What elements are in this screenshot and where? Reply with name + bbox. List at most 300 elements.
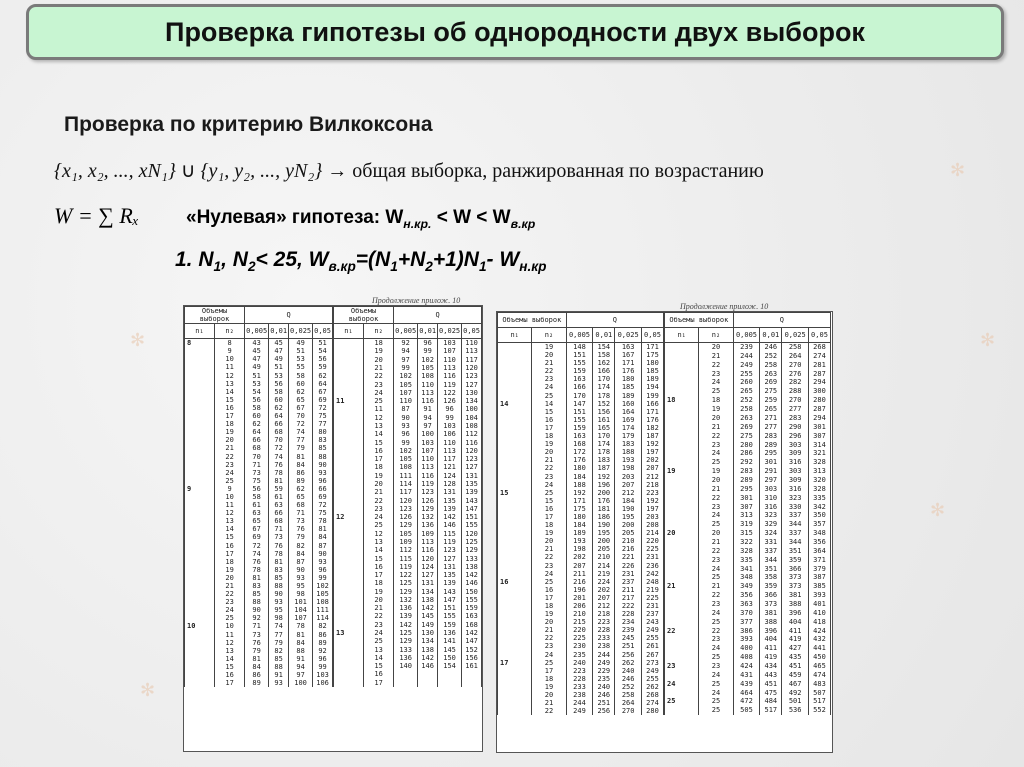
table-row [665,520,831,529]
table-cell: 175 [566,505,593,513]
table-cell: 127 [462,381,482,389]
table-cell: 49 [245,363,269,371]
table-cell: 246 [760,343,782,352]
table-cell: 71 [289,509,313,517]
table-cell: 93 [269,679,289,687]
table-row [334,571,482,579]
table-cell [185,517,215,525]
table-cell: 282 [782,378,809,387]
table-row [498,513,664,521]
table-cell [665,689,699,698]
table-cell: 86 [245,671,269,679]
table-cell [185,566,215,574]
table-cell: 22 [532,707,566,715]
table-row [185,363,333,371]
decorative-star-icon: ✻ [130,330,146,350]
table-cell [334,530,364,538]
table-row [498,367,664,375]
table-cell: 439 [733,680,760,689]
table-cell [498,691,532,699]
table-cell [185,461,215,469]
header-cell: 0,005 [566,328,593,343]
table-cell: 64 [269,412,289,420]
table-cell [498,392,532,400]
table-cell: 113 [418,538,438,546]
table-cell: 15 [532,408,566,416]
table-cell: 114 [313,614,333,622]
table-cell: 20 [699,414,733,423]
table-cell [185,477,215,485]
table-cell [334,662,364,670]
table-cell: 432 [808,635,830,644]
table-row [498,392,664,400]
table-cell: 314 [808,441,830,450]
table-cell [498,448,532,456]
table-cell: 97 [394,356,418,364]
table-cell [498,505,532,513]
table-cell: 244 [593,651,615,659]
table-cell: 139 [438,505,462,513]
table-cell: 344 [782,520,809,529]
wilcoxon-critical-values-table [497,312,664,715]
table-cell: 23 [215,461,245,469]
table-cell: 73 [289,517,313,525]
table-cell: 328 [808,458,830,467]
header-cell: 0,025 [438,324,462,339]
table-cell: 233 [566,683,593,691]
table-cell: 189 [615,392,642,400]
table-cell: 431 [733,671,760,680]
table-cell: 235 [593,675,615,683]
table-cell: 218 [593,610,615,618]
header-cell: n₁ [185,324,215,339]
table-cell: 21 [699,423,733,432]
table-row [185,566,333,574]
header-cell: 0,005 [394,324,418,339]
table-cell: 517 [760,706,782,715]
table-cell [334,546,364,554]
table-cell: 53 [245,380,269,388]
table-cell: 231 [641,553,663,561]
table-cell: 69 [245,533,269,541]
table-cell: 60 [245,412,269,420]
table-cell: 192 [593,473,615,481]
header-cell: n₂ [532,328,566,343]
table-row [498,578,664,586]
table-row [334,347,482,355]
table-cell: 163 [615,343,642,352]
table-cell: 79 [289,533,313,541]
table-cell [334,563,364,571]
table-cell: 259 [760,396,782,405]
table-cell: 61 [269,493,289,501]
table-cell: 79 [269,639,289,647]
table-cell [665,600,699,609]
table-row [498,570,664,578]
table-cell: 22 [364,612,394,620]
table-row [185,347,333,355]
table-row [334,414,482,422]
table-cell [394,670,418,678]
table-cell: 125 [394,579,418,587]
table-row [185,533,333,541]
table-cell: 125 [394,629,418,637]
table-cell [334,555,364,563]
table-cell: 236 [641,562,663,570]
table-cell: 71 [245,461,269,469]
table-cell [498,481,532,489]
table-cell: 20 [532,537,566,545]
table-cell: 19 [364,347,394,355]
table-cell: 180 [566,513,593,521]
table-cell: 43 [245,339,269,348]
table-row [665,423,831,432]
table-cell [185,453,215,461]
table-cell: 24 [699,511,733,520]
table-cell: 67 [289,404,313,412]
table-row [185,388,333,396]
table-cell: 265 [760,405,782,414]
table-row [665,370,831,379]
table-cell: 151 [566,351,593,359]
table-row [185,679,333,687]
table-cell: 224 [593,578,615,586]
wilcoxon-critical-values-table [333,306,482,687]
table-row [334,662,482,670]
table-cell: 262 [615,659,642,667]
table-row [665,627,831,636]
table-cell: 83 [313,436,333,444]
table-cell: 291 [760,467,782,476]
table-cell: 127 [438,555,462,563]
table-row [665,635,831,644]
table-cell: 15 [215,663,245,671]
table-cell: 393 [733,635,760,644]
table-cell: 129 [394,637,418,645]
table-row [665,494,831,503]
table-cell: 134 [418,588,438,596]
table-cell [498,408,532,416]
table-cell: 21 [364,364,394,372]
table-cell: 351 [760,565,782,574]
table-cell: 385 [808,582,830,591]
table-cell: 21 [215,444,245,452]
table-cell [185,647,215,655]
table-cell: 300 [808,387,830,396]
table-cell [498,383,532,391]
table-cell: 105 [394,530,418,538]
table-cell: 19 [532,440,566,448]
table-cell: 150 [462,588,482,596]
table-cell: 166 [566,383,593,391]
table-cell: 150 [438,654,462,662]
table-cell: 309 [782,476,809,485]
table-row [185,420,333,428]
table-cell [498,610,532,618]
table-cell: 129 [394,588,418,596]
table-cell: 210 [566,610,593,618]
table-cell: 24 [215,606,245,614]
table-cell: 164 [615,408,642,416]
table-cell [665,370,699,379]
table-cell: 13 [364,646,394,654]
table-cell: 465 [808,662,830,671]
table-row [334,670,482,678]
table-row [185,631,333,639]
table-cell [185,533,215,541]
table-cell: 307 [733,503,760,512]
table-row [334,447,482,455]
table-cell: 16 [364,670,394,678]
table-cell: 373 [782,573,809,582]
table-cell: 140 [394,662,418,670]
table-cell: 12 [215,639,245,647]
table-cell: 120 [462,447,482,455]
table-row [498,691,664,699]
table-cell: 24 [364,389,394,397]
table-row [498,659,664,667]
table-cell: 72 [313,501,333,509]
table-row [665,503,831,512]
table-row [665,467,831,476]
table-cell [185,412,215,420]
table-cell: 147 [438,596,462,604]
table-cell: 123 [462,372,482,380]
table-cell: 25 [364,637,394,645]
table-cell: 64 [313,380,333,388]
table-cell: 21 [532,699,566,707]
table-cell [185,614,215,622]
table-row [498,618,664,626]
table-cell: 24 [215,469,245,477]
table-cell [334,447,364,455]
table-cell: 225 [641,545,663,553]
table-cell: 238 [593,642,615,650]
table-row [498,351,664,359]
table-row [498,634,664,642]
table-row [498,473,664,481]
table-cell: 484 [760,697,782,706]
table-row [334,646,482,654]
table-cell: 187 [593,464,615,472]
table-cell: 13 [215,647,245,655]
table-cell [334,670,364,678]
table-cell: 283 [782,414,809,423]
table-row [185,485,333,493]
table-cell: 552 [808,706,830,715]
table-cell: 125 [462,538,482,546]
table-cell: 62 [269,404,289,412]
table-cell: 239 [733,343,760,352]
table-cell: 51 [245,372,269,380]
table-cell: 149 [418,621,438,629]
table-cell: 154 [593,343,615,352]
table-cell: 249 [641,626,663,634]
table-cell: 268 [641,691,663,699]
table-cell: 11 [215,363,245,371]
table-cell: 280 [808,396,830,405]
table-row [334,455,482,463]
table-cell: 23 [532,473,566,481]
table-cell: 51 [289,347,313,355]
table-row [185,598,333,606]
table-cell: 160 [615,400,642,408]
table-cell: 155 [438,612,462,620]
table-cell: 58 [245,404,269,412]
table-cell: 68 [289,501,313,509]
table-row [498,432,664,440]
table-cell: 221 [615,553,642,561]
table-cell [185,404,215,412]
table-cell: 24 [532,570,566,578]
table-cell: 225 [641,594,663,602]
table-cell [185,550,215,558]
table-cell: 174 [615,424,642,432]
table-cell: 61 [245,501,269,509]
table-cell: 25 [699,680,733,689]
table-cell: 45 [245,347,269,355]
table-row [334,596,482,604]
header-cell: 0,01 [593,328,615,343]
table-cell: 381 [782,591,809,600]
table-cell: 273 [641,659,663,667]
table-cell: 63 [269,501,289,509]
table-cell: 123 [394,505,418,513]
table-row [498,424,664,432]
table-cell: 134 [462,397,482,405]
table-cell: 188 [615,448,642,456]
table-cell: 234 [615,618,642,626]
table-cell: 24 [364,629,394,637]
table-cell: 270 [615,707,642,715]
table-cell: 419 [760,653,782,662]
table-cell: 23 [699,662,733,671]
table-cell: 21 [364,488,394,496]
table-cell: 66 [313,485,333,493]
table-cell [185,363,215,371]
table-cell [665,644,699,653]
table-cell: 107 [418,447,438,455]
header-q: Q [245,307,333,324]
table-cell: 202 [641,456,663,464]
table-cell: 58 [289,372,313,380]
table-cell: 287 [808,405,830,414]
table-cell: 107 [438,347,462,355]
table-cell: 22 [699,361,733,370]
table-row [498,602,664,610]
table-cell: 20 [215,436,245,444]
table-cell: 296 [782,432,809,441]
table-cell: 212 [615,489,642,497]
table-cell: 135 [438,571,462,579]
table-cell [665,405,699,414]
table-cell: 249 [641,667,663,675]
table-cell: 16 [532,416,566,424]
table-cell: 72 [245,542,269,550]
table-cell: 226 [615,562,642,570]
table-cell: 371 [808,556,830,565]
decorative-star-icon: ✻ [980,330,996,350]
table-cell: 127 [418,571,438,579]
table-cell: 443 [760,671,782,680]
table-cell [462,670,482,678]
table-cell: 233 [593,634,615,642]
table-cell: 107 [289,614,313,622]
table-cell: 14 [215,655,245,663]
table-row [665,697,831,706]
table-cell: 223 [566,667,593,675]
table-cell: 255 [641,675,663,683]
table-row [334,405,482,413]
table-cell: 401 [808,600,830,609]
table-cell: 25 [699,573,733,582]
arrow-icon: → [327,160,348,182]
table-row [185,453,333,461]
table-row [334,513,482,521]
table-cell [498,497,532,505]
table-cell [665,511,699,520]
table-row [334,372,482,380]
table-cell: 96 [418,339,438,348]
union-symbol: ∪ [180,160,196,182]
table-cell: 15 [215,396,245,404]
table-cell: 212 [641,473,663,481]
header-cell: n₂ [364,324,394,339]
table-row [665,573,831,582]
table-cell: 331 [760,538,782,547]
table-cell: 21 [699,352,733,361]
table-cell: 246 [593,691,615,699]
table-cell: 258 [615,691,642,699]
table-cell: 16 [364,563,394,571]
table-cell: 381 [760,609,782,618]
table-row [498,610,664,618]
table-cell [665,591,699,600]
table-cell: 251 [593,699,615,707]
table-row [498,683,664,691]
table-row [665,511,831,520]
header-cell: 0,025 [782,328,809,343]
table-cell [665,423,699,432]
table-cell: 17 [532,424,566,432]
table-cell: 370 [733,609,760,618]
table-row [334,463,482,471]
table-cell: 18 [532,432,566,440]
table-cell [334,439,364,447]
table-cell: 73 [245,469,269,477]
table-cell: 323 [760,511,782,520]
table-cell: 301 [760,458,782,467]
table-cell: 81 [245,574,269,582]
table-cell: 267 [641,651,663,659]
table-cell: 51 [313,339,333,348]
table-cell [665,565,699,574]
table-row [334,546,482,554]
w-sum-formula: W = ∑ Rₓ [54,203,140,228]
table-cell: 13 [334,629,364,637]
table-cell: 102 [313,582,333,590]
header-cell: n₁ [665,328,699,343]
table-cell: 16 [498,578,532,586]
table-cell: 77 [289,436,313,444]
table-cell: 142 [418,654,438,662]
table-cell [334,521,364,529]
table-cell: 123 [438,546,462,554]
table-cell: 113 [438,364,462,372]
table-cell [334,389,364,397]
table-cell: 25 [364,397,394,405]
table-cell: 131 [438,488,462,496]
